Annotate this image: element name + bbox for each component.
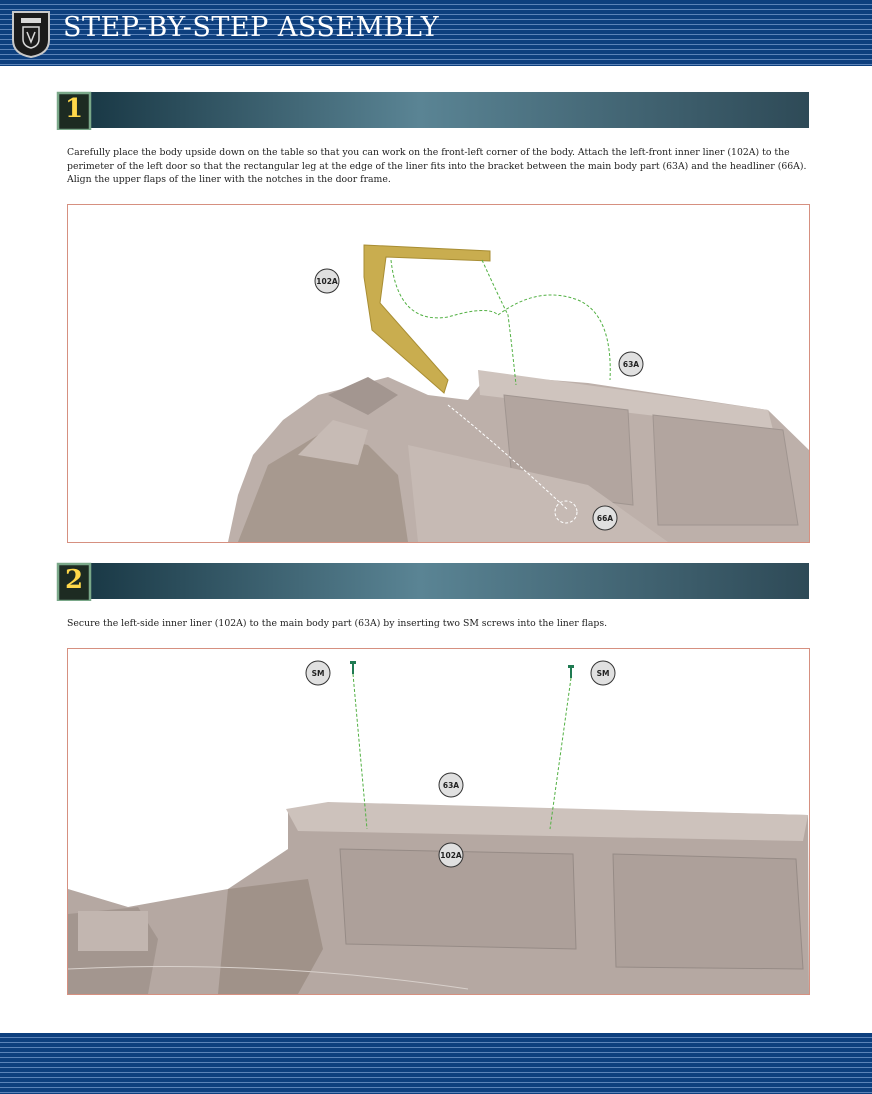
- callout-sm-left: SM: [311, 669, 325, 678]
- page-title: STEP-BY-STEP ASSEMBLY: [63, 12, 440, 43]
- step-1-illustration: [67, 204, 810, 543]
- callout-66a: 66A: [596, 514, 614, 523]
- step-2-header-bar: [60, 563, 809, 599]
- step-2-number-badge: [54, 561, 94, 601]
- callout-102a: 102A: [316, 277, 338, 286]
- step-1-header-bar: [60, 92, 809, 128]
- callout-63a: 63A: [442, 781, 460, 790]
- step-2-instructions: Secure the left-side inner liner (102A) to the main body part (63A) by inserting two SM screws into the liner flaps.: [67, 618, 608, 629]
- step-2-number: 2: [64, 565, 84, 595]
- liner-102a-part: [364, 245, 490, 393]
- screw-left-icon: [350, 661, 356, 674]
- callout-63a: 63A: [622, 360, 640, 369]
- step-2-illustration: [67, 648, 810, 995]
- callout-102a: 102A: [440, 851, 462, 860]
- step-1-number: 1: [64, 94, 84, 124]
- screw-right-icon: [568, 665, 574, 678]
- step-1-instructions: Carefully place the body upside down on the table so that you can work on the front-left corner of the body. Attach the left-front inner liner (102A) to the perimeter of the left door so that the rectangular leg at the edge of the liner fits into the bracket between the main body part (63A) and the headliner (66A). Align the upper flaps of the liner with the notches in the door frame.: [67, 147, 807, 185]
- step-1-number-badge: [54, 90, 94, 130]
- footer-band: [0, 1033, 872, 1094]
- shield-crest-icon: [10, 10, 52, 58]
- callout-sm-right: SM: [596, 669, 610, 678]
